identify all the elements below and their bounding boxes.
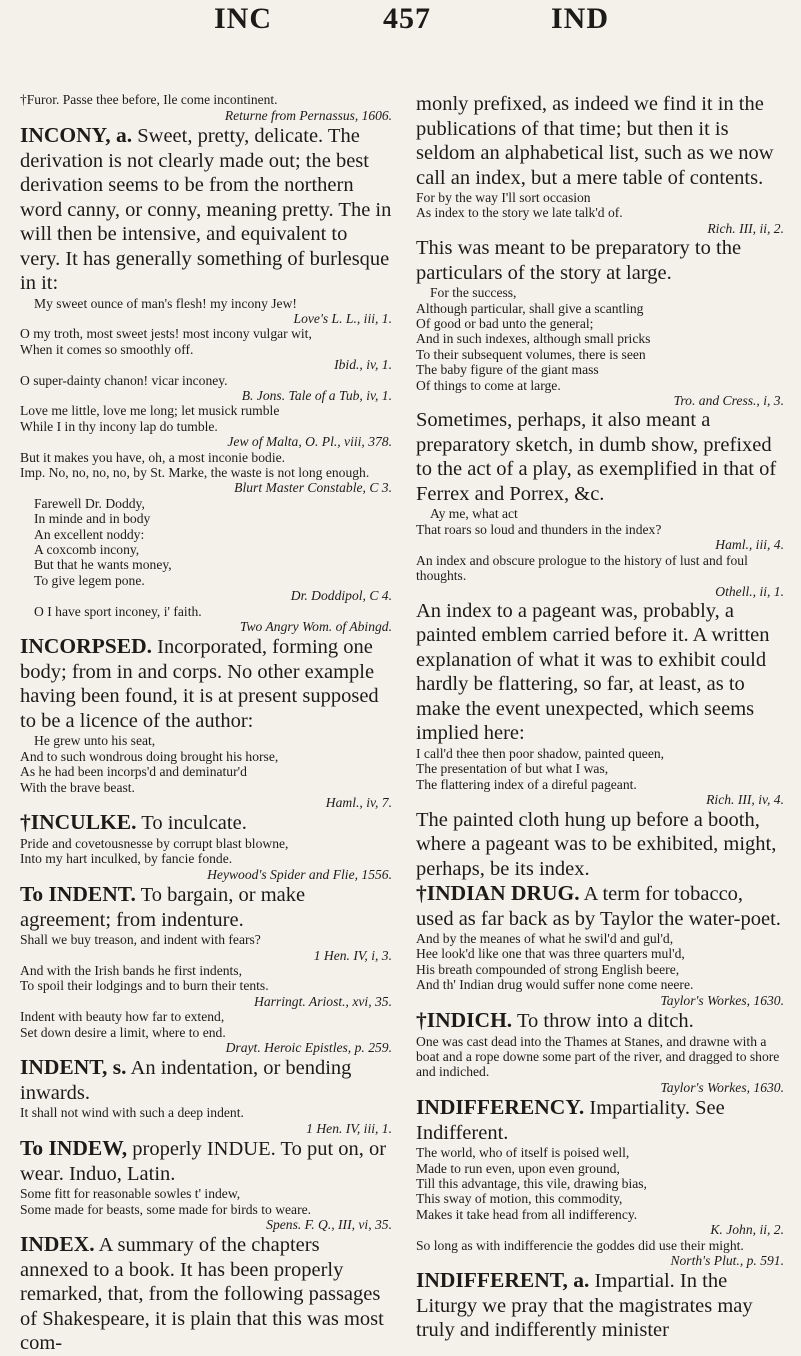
entry-indent-noun — [20, 1055, 392, 1105]
left-column — [20, 92, 392, 1356]
quote-line: Ay me, what act — [430, 506, 518, 522]
page-number: 457 — [383, 2, 431, 35]
quote-line: Made to run even, upon even ground, — [416, 1160, 620, 1176]
citation: Othell., ii, 1. — [715, 583, 784, 599]
quote-line: To spoil their lodgings and to burn their tents. — [20, 978, 269, 994]
quote-line: And in such indexes, although small pricks — [416, 331, 651, 347]
definition: Impartiality. See Indifferent. — [416, 1097, 725, 1144]
quote-block — [416, 506, 784, 598]
quote-line: Of things to come at large. — [416, 377, 561, 393]
quote-line: Farewell Dr. Doddy, — [34, 495, 145, 511]
index-paragraph: The painted cloth hung up before a booth, where a pageant was to be exhibited, might, perhaps, be its index. — [416, 808, 777, 880]
quote-line: A coxcomb incony, — [34, 542, 140, 557]
headword: INDEX. — [20, 1232, 95, 1257]
headword: INCORPSED. — [20, 634, 153, 659]
quote-block — [416, 1034, 784, 1096]
quote-line: Hee look'd like one that was three quarters mul'd, — [416, 946, 685, 962]
quote-line: Indent with beauty how far to extend, — [20, 1009, 225, 1025]
entry-index — [20, 1232, 392, 1356]
quote-block — [416, 1145, 784, 1268]
citation: Rich. III, iv, 4. — [706, 792, 784, 808]
entry-indich — [416, 1008, 784, 1034]
entry-incorpsed — [20, 634, 392, 733]
definition: A term for tobacco, used as far back as by Taylor the water-poet. — [416, 883, 781, 930]
citation: Haml., iii, 4. — [715, 537, 784, 553]
quote-line: As index to the story we late talk'd of. — [416, 205, 623, 221]
citation: K. John, ii, 2. — [710, 1222, 784, 1238]
running-head-right: IND — [551, 2, 610, 35]
quote-block — [20, 1186, 392, 1232]
quote-line: Imp. No, no, no, no, by St. Marke, the waste is not long enough. — [20, 464, 370, 480]
entry-indew — [20, 1136, 392, 1186]
entry-indifferent — [416, 1268, 784, 1343]
entry-incony — [20, 123, 392, 296]
entry-inculke — [20, 810, 392, 836]
quote-line: One was cast dead into the Thames at Stanes, and drawne with a boat and a rope downe some part of the river, and dragged to shore and indiched. — [416, 1033, 780, 1080]
right-column — [416, 92, 784, 1343]
citation: Blurt Master Constable, C 3. — [234, 480, 392, 496]
citation: Harringt. Ariost., xvi, 35. — [254, 993, 392, 1009]
headword: INDIFFERENT, a. — [416, 1268, 590, 1293]
quote-block — [20, 1105, 392, 1136]
headword: †INDIAN DRUG. — [416, 881, 580, 906]
quote-block — [20, 932, 392, 1055]
quote-line: The baby figure of the giant mass — [416, 362, 599, 378]
running-head-left: INC — [214, 2, 273, 35]
entry-indent — [20, 882, 392, 932]
quote-line: Although particular, shall give a scantling — [416, 300, 644, 316]
quote-line: His breath compounded of strong English beere, — [416, 961, 680, 977]
definition: Sweet, pretty, delicate. The derivation is not clearly made out; the best derivation seems to be from the northern word canny, or conny, meaning pretty. The in will then be intensive, and equivalent to very. It has generally something of burlesque in it: — [20, 125, 392, 294]
headword: †INDICH. — [416, 1008, 513, 1033]
quote-line: He grew unto his seat, — [34, 733, 156, 749]
headword: INCONY, a. — [20, 123, 133, 147]
quote-line: Into my hart inculked, by fancie fonde. — [20, 851, 233, 867]
quote-line: Pride and covetousnesse by corrupt blast blowne, — [20, 835, 289, 851]
quote-block — [416, 190, 784, 236]
citation: Drayt. Heroic Epistles, p. 259. — [225, 1040, 392, 1056]
citation: Rich. III, ii, 2. — [707, 220, 784, 236]
citation: Heywood's Spider and Flie, 1556. — [207, 866, 392, 882]
quote-line: To give legem pone. — [34, 572, 145, 588]
quote-line: This sway of motion, this commodity, — [416, 1191, 623, 1207]
citation: Spens. F. Q., III, vi, 35. — [266, 1217, 392, 1233]
entry-indian-drug — [416, 881, 784, 931]
quote-line: O I have sport inconey, i' faith. — [34, 603, 202, 619]
quote-line: O super-dainty chanon! vicar inconey. — [20, 372, 228, 388]
quote-line: O my troth, most sweet jests! most incony vulgar wit, — [20, 326, 312, 342]
quote-line: As he had been incorps'd and deminatur'd — [20, 764, 247, 780]
quote-line: When it comes so smoothly off. — [20, 341, 194, 357]
quote-line: Shall we buy treason, and indent with fears? — [20, 932, 261, 948]
citation: Taylor's Workes, 1630. — [660, 1079, 784, 1095]
quote-line: Set down desire a limit, where to end. — [20, 1024, 226, 1040]
citation: Returne from Pernassus, 1606. — [224, 107, 392, 123]
definition: To bargain, or make agreement; from indenture. — [20, 884, 306, 931]
quote-line: But it makes you have, oh, a most inconie bodie. — [20, 449, 286, 465]
quote-block — [20, 733, 392, 810]
quote-line: The presentation of but what I was, — [416, 761, 609, 777]
citation: Ibid., iv, 1. — [334, 357, 392, 373]
quote-line: An excellent noddy: — [34, 526, 145, 542]
citation: B. Jons. Tale of a Tub, iv, 1. — [241, 387, 392, 403]
quote-line: And with the Irish bands he first indents, — [20, 963, 243, 978]
definition: A summary of the chapters annexed to a book. It has been properly remarked, that, from the following passages of Shakespeare, it is plain that this was most com- — [20, 1234, 384, 1355]
headword: INDENT, s. — [20, 1055, 127, 1080]
quote-line: My sweet ounce of man's flesh! my incony Jew! — [34, 295, 297, 311]
citation: Haml., iv, 7. — [325, 795, 392, 811]
quote-line: Some fitt for reasonable sowles t' indew, — [20, 1186, 241, 1202]
quote-block — [416, 746, 784, 808]
index-paragraph: An index to a pageant was, probably, a painted emblem carried before it. A written explanation of what it was to exhibit could hardly be flattering, so far, at least, as to make the event unexpected, which seems implied here: — [416, 599, 770, 745]
quote-line: For the success, — [430, 285, 517, 301]
citation: 1 Hen. IV, i, 3. — [313, 947, 392, 963]
quote-line: To their subsequent volumes, there is seen — [416, 346, 646, 362]
quote-text: †Furor. Passe thee before, Ile come incontinent. — [20, 92, 278, 107]
entry-furor — [20, 92, 392, 123]
quote-line: Till this advantage, this vile, drawing bias, — [416, 1176, 647, 1191]
quote-block — [416, 931, 784, 1008]
quote-line: And by the meanes of what he swil'd and gul'd, — [416, 931, 674, 947]
quote-block — [416, 285, 784, 408]
quote-line: Of good or bad unto the general; — [416, 316, 594, 332]
quote-line: For by the way I'll sort occasion — [416, 190, 591, 205]
quote-line: The world, who of itself is poised well, — [416, 1145, 630, 1161]
definition: properly INDUE. To put on, or wear. Induo, Latin. — [20, 1138, 387, 1185]
headword: INDIFFERENCY. — [416, 1095, 585, 1120]
quote-line: With the brave beast. — [20, 779, 135, 795]
citation: North's Plut., p. 591. — [670, 1253, 784, 1269]
citation: Jew of Malta, O. Pl., viii, 378. — [227, 434, 392, 450]
quote-line: And th' Indian drug would suffer none come neere. — [416, 977, 694, 993]
quote-line: That roars so loud and thunders in the index? — [416, 521, 662, 537]
quote-block — [20, 836, 392, 882]
quote-line: So long as with indifferencie the goddes did use their might. — [416, 1237, 744, 1253]
index-paragraph: This was meant to be preparatory to the particulars of the story at large. — [416, 237, 742, 284]
citation: Tro. and Cress., i, 3. — [673, 393, 784, 409]
citation: Love's L. L., iii, 1. — [293, 310, 392, 326]
quote-line: It shall not wind with such a deep indent. — [20, 1105, 244, 1121]
citation: Taylor's Workes, 1630. — [660, 992, 784, 1008]
definition: An indentation, or bending inwards. — [20, 1057, 352, 1104]
citation: 1 Hen. IV, iii, 1. — [306, 1120, 392, 1136]
quote-block — [20, 296, 392, 635]
citation: Two Angry Wom. of Abingd. — [239, 619, 392, 635]
quote-line: In minde and in body — [34, 511, 151, 527]
quote-line: Love me little, love me long; let musick rumble — [20, 403, 280, 419]
quote-line: While I in thy incony lap do tumble. — [20, 418, 218, 434]
quote-line: The flattering index of a direful pageant. — [416, 776, 637, 792]
index-continued: monly prefixed, as indeed we find it in the publications of that time; but then it is seldom an alphabetical list, such as we now call an index, but a mere table of contents. — [416, 93, 774, 189]
quote-line: And to such wondrous doing brought his horse, — [20, 748, 279, 764]
citation: Dr. Doddipol, C 4. — [290, 588, 392, 604]
headword: To INDEW, — [20, 1136, 128, 1161]
quote-line: I call'd thee then poor shadow, painted queen, — [416, 745, 665, 761]
quote-line: Makes it take head from all indifferency. — [416, 1206, 638, 1222]
definition: Incorporated, forming one body; from in and corps. No other example having been found, it is at present supposed to be a licence of the author: — [20, 636, 379, 732]
definition: Impartial. In the Liturgy we pray that the magistrates may truly and indifferently minister — [416, 1270, 753, 1342]
index-paragraph: Sometimes, perhaps, it also meant a preparatory sketch, in dumb show, prefixed to the act of a play, as exemplified in that of Ferrex and Porrex, &c. — [416, 409, 777, 505]
quote-line: But that he wants money, — [34, 557, 172, 573]
headword: To INDENT. — [20, 882, 136, 907]
quote-line: Some made for beasts, some made for birds to weare. — [20, 1201, 312, 1217]
definition: To throw into a ditch. — [516, 1010, 694, 1033]
entry-indifferency — [416, 1095, 784, 1145]
headword: †INCULKE. — [20, 810, 137, 835]
definition: To inculcate. — [141, 812, 247, 835]
quote-line: An index and obscure prologue to the history of lust and foul thoughts. — [416, 552, 748, 584]
